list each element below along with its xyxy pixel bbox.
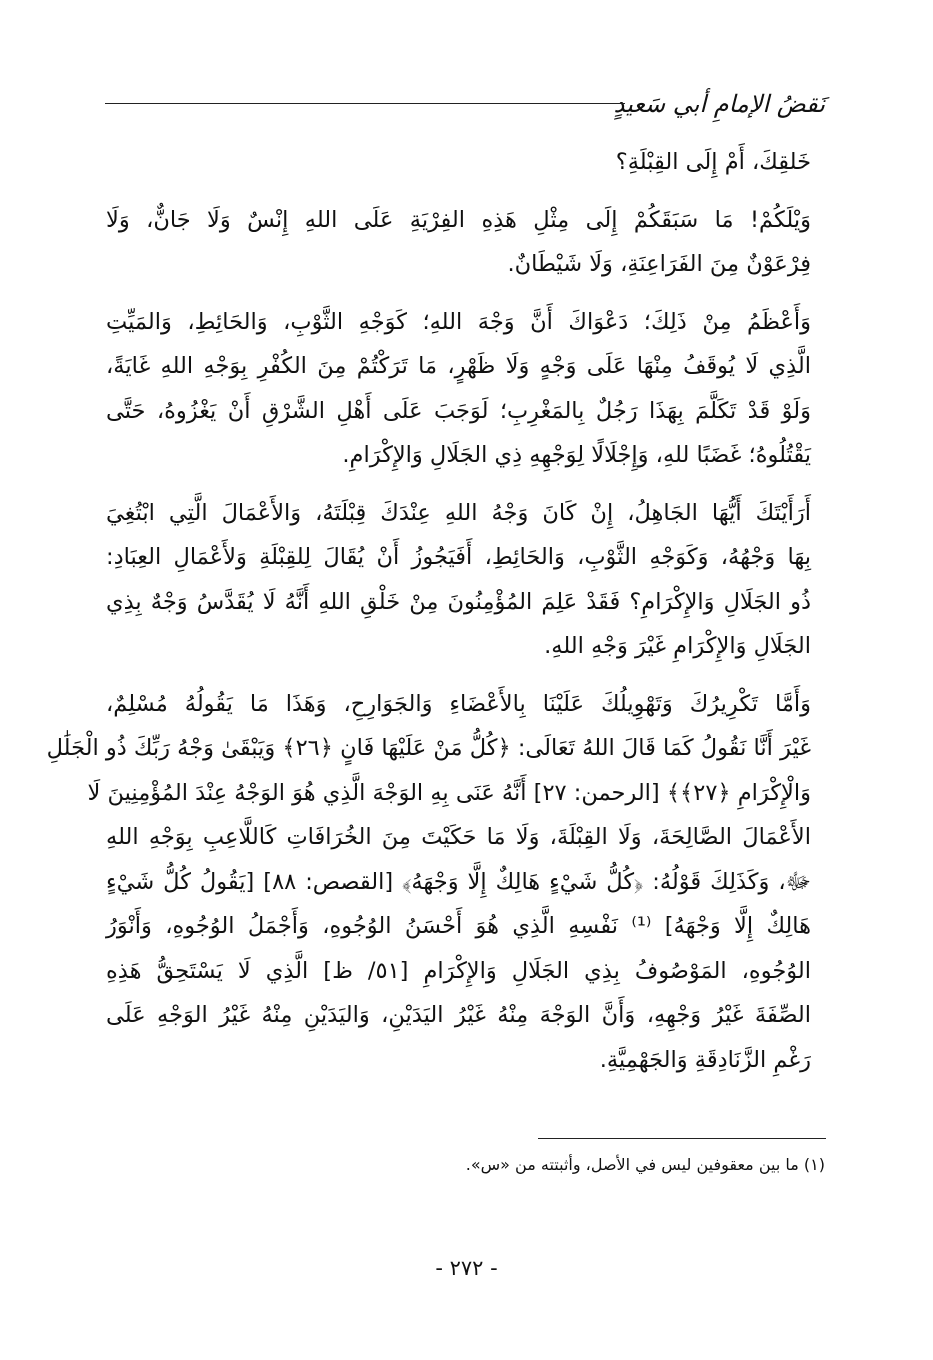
text-line: رَغْمِ الزَّنَادِقَةِ وَالجَهْمِيَّةِ. <box>599 1046 811 1073</box>
text-line: خَلقِكَ، أَمْ إِلَى القِبْلَةِ؟ <box>615 149 811 175</box>
text-line: وَالْإِكْرَامِ ﴿٢٧﴾﴾ [الرحمن: ٢٧] أَنَّهُ عَنَى بِهِ الوَجْهَ الَّذِي هُوَ الوَجْهُ عِنْدَ المُؤْمِنِينَ لَا <box>87 779 811 806</box>
text-line: وَأَعْظَمُ مِنْ ذَلِكَ؛ دَعْوَاكَ أَنَّ وَجْهَ اللهِ؛ كَوَجْهِ الثَّوْبِ، وَالحَائِطِ، وَالمَيِّتِ <box>106 308 811 335</box>
text-line: بِهَا وَجْهُهُ، وَكَوَجْهِ الثَّوْبِ، وَالحَائِطِ، أَفَيَجُوزُ أَنْ يُقَالَ لِلقِبْلَةِ وَلأَعْمَالِ العِبَادِ: <box>106 544 811 570</box>
footnote-separator <box>538 1138 826 1139</box>
header-rule <box>105 103 625 104</box>
paragraph <box>46 682 812 1083</box>
text-line: فِرْعَوْنٌ مِنَ الفَرَاعِنَةِ، وَلَا شَيْطَانٌ. <box>507 251 811 277</box>
paragraph <box>106 491 811 669</box>
text-line: وَيْلَكُمْ! مَا سَبَقَكُمْ إِلَى مِثْلِ هَذِهِ الفِرْيَةِ عَلَى اللهِ إِنْسٌ وَلَا جَانٌّ، وَلَا <box>106 206 811 233</box>
running-title: نَقضُ الإمامِ أبي سَعيدٍ <box>613 90 825 118</box>
footnote: (١) ما بين معقوفين ليس في الأصل، وأثبتته من «س». <box>465 1155 825 1174</box>
paragraph <box>106 300 811 478</box>
text-line: ﷻ، وَكَذَلِكَ قَوْلُهُ: ﴿كُلُّ شَيْءٍ هَالِكٌ إِلَّا وَجْهَهُ﴾ [القصص: ٨٨] [يَقُولُ كُلُّ شَيْءٍ <box>106 868 811 895</box>
main-text <box>46 140 812 1082</box>
text-line: أَرَأَيْتَكَ أَيُّهَا الجَاهِلُ، إِنْ كَانَ وَجْهُ اللهِ عِنْدَكَ قِبْلَتَهُ، وَالأَعْمَالَ الَّتِي ابْتُغِيَ <box>106 499 811 526</box>
paragraph <box>106 140 811 185</box>
page-number: - ٢٧٢ - <box>435 1256 498 1280</box>
text-line: ذُو الجَلَالِ وَالإِكْرَامِ؟ فَقَدْ عَلِمَ المُؤْمِنُونَ مِنْ خَلْقِ اللهِ أَنَّهُ لَا يُقَدَّسُ وَجْهٌ بِذِي <box>106 588 811 615</box>
text-line: وَلَوْ قَدْ تَكَلَّمَ بِهَذَا رَجُلٌ بِالمَغْرِبِ؛ لَوَجَبَ عَلَى أَهْلِ الشَّرْقِ أَنْ يَغْزُوهُ، حَتَّى <box>106 397 811 424</box>
paragraph <box>106 198 811 287</box>
text-line: غَيْرَ أَنَّا نَقُولُ كَمَا قَالَ اللهُ تَعَالَى: ﴿كُلُّ مَنْ عَلَيْهَا فَانٍ ﴿٢٦﴾ وَيَبْقَىٰ وَجْهُ رَبِّكَ ذُو الْجَلَٰلِ <box>46 735 811 761</box>
text-line: الأَعْمَالَ الصَّالِحَةَ، وَلَا القِبْلَةَ، وَلَا مَا حَكَيْتَ مِنَ الخُرَافَاتِ كَاللَّاعِبِ بِوَجْهِ اللهِ <box>106 824 811 850</box>
text-line: وَأَمَّا تَكْرِيرُكَ وَتَهْوِيلُكَ عَلَيْنَا بِالأَعْضَاءِ وَالجَوَارِحِ، وَهَذَا مَا يَقُولُهُ مُسْلِمٌ، <box>106 690 811 717</box>
text-line: الصِّفَةَ غَيْرُ وَجْهِهِ، وَأَنَّ الوَجْهَ مِنْهُ غَيْرُ اليَدَيْنِ، وَاليَدَيْنِ مِنْهُ غَيْرُ الوَجْهِ عَلَى <box>106 1002 811 1028</box>
text-line: الَّذِي لَا يُوقَفُ مِنْهَا عَلَى وَجْهٍ وَلَا ظَهْرٍ، مَا تَرَكْتُمْ مِنَ الكُفْرِ بِوَجْهِ اللهِ غَايَةً، <box>106 353 811 379</box>
text-line: هَالِكٌ إِلَّا وَجْهَهُ] ⁽¹⁾ نَفْسِهِ الَّذِي هُوَ أَحْسَنُ الوُجُوهِ، وَأَجْمَلُ الوُجُوهِ، وَأَنْوَرُ <box>106 913 812 939</box>
running-header <box>105 80 825 140</box>
text-line: الجَلَالِ وَالإِكْرَامِ غَيْرَ وَجْهِ اللهِ. <box>544 633 811 659</box>
text-line: يَقْتُلُوهُ؛ غَضَبًا للهِ، وَإِجْلَالًا لِوَجْهِهِ ذِي الجَلَالِ وَالإِكْرَامِ. <box>342 442 811 468</box>
text-line: الوُجُوهِ، المَوْصُوفُ بِذِي الجَلَالِ وَالإِكْرَامِ [٥١/ ظ] الَّذِي لَا يَسْتَحِقُّ هَذِهِ <box>106 957 811 984</box>
